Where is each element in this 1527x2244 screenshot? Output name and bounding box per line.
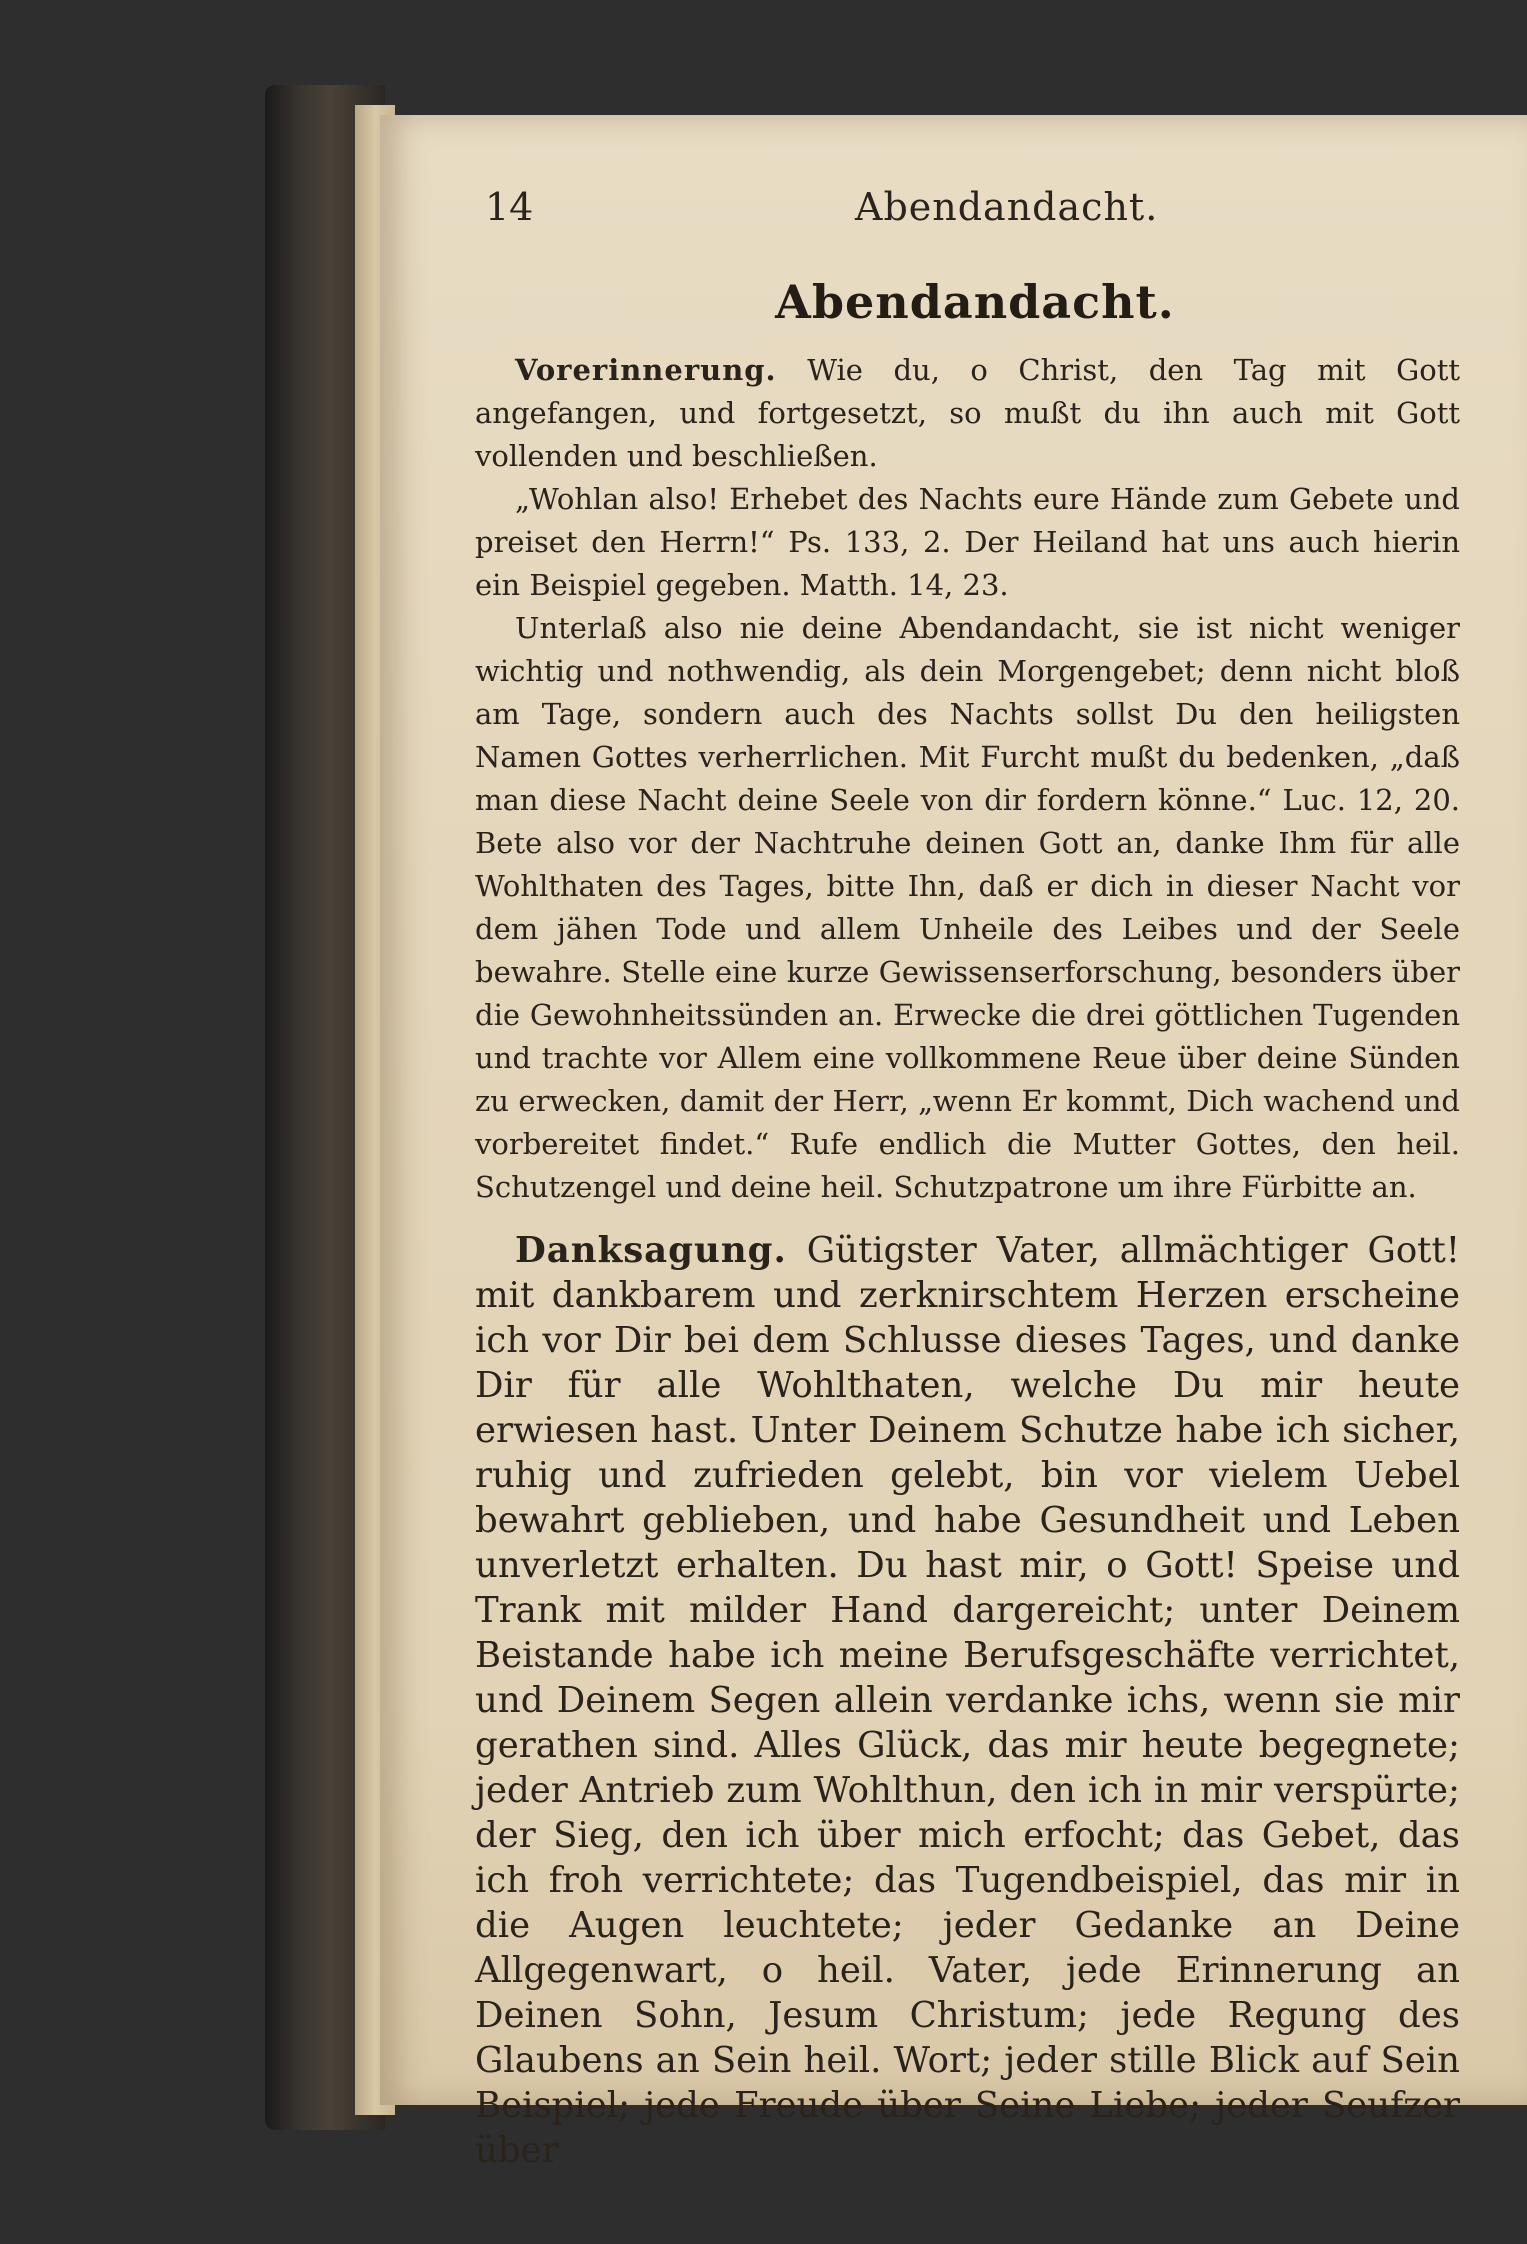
unterlass-section bbox=[475, 607, 1460, 1209]
danksagung-label: Danksagung. bbox=[515, 1230, 787, 1271]
vorerinnerung-label: Vorerinnerung. bbox=[515, 353, 777, 387]
danksagung-paragraph bbox=[475, 1228, 1460, 2173]
running-head: Abendandacht. bbox=[855, 185, 1159, 229]
vorerinnerung-section bbox=[475, 349, 1460, 607]
danksagung-text: Gütigster Vater, allmächtiger Gott! mit dankbarem und zerknirschtem Herzen erscheine ich vor Dir bei dem Schlusse dieses Tages, und danke Dir für alle Wohlthaten, welche Du mir heute erwiesen hast. Unter Deinem Schutze habe ich sicher, ruhig und zufrieden gelebt, bin vor vielem Uebel bewahrt geblieben, und habe Gesundheit und Leben unverletzt erhalten. Du hast mir, o Gott! Speise und Trank mit milder Hand dargereicht; unter Deinem Beistande habe ich meine Berufsgeschäfte verrichtet, und Deinem Segen allein verdanke ichs, wenn sie mir gerathen sind. Alles Glück, das mir heute begegnete; jeder Antrieb zum Wohlthun, den ich in mir verspürte; der Sieg, den ich über mich erfocht; das Gebet, das ich froh verrichtete; das Tugendbeispiel, das mir in die Augen leuchtete; jeder Gedanke an Deine Allgegenwart, o heil. Vater, jede Erinnerung an Deinen Sohn, Jesum Christum; jede Regung des Glaubens an Sein heil. Wort; jeder stille Blick auf Sein Beispiel; jede Freude über Seine Liebe; jeder Seufzer über bbox=[475, 1230, 1460, 2171]
vorerinnerung-paragraph bbox=[475, 349, 1460, 478]
quote-paragraph: „Wohlan also! Erhebet des Nachts eure Hände zum Gebete und preiset den Herrn!“ Ps. 133, 2. Der Heiland hat uns auch hierin ein Beispiel gegeben. Matth. 14, 23. bbox=[475, 482, 1460, 602]
page-header bbox=[485, 185, 1465, 235]
section-title: Abendandacht. bbox=[775, 275, 1175, 329]
page-number: 14 bbox=[485, 185, 534, 229]
unterlass-paragraph: Unterlaß also nie deine Abendandacht, sie ist nicht weniger wichtig und nothwendig, als dein Morgengebet; denn nicht bloß am Tage, sondern auch des Nachts sollst Du den heiligsten Namen Gottes verherrlichen. Mit Furcht mußt du bedenken, „daß man diese Nacht deine Seele von dir fordern könne.“ Luc. 12, 20. Bete also vor der Nachtruhe deinen Gott an, danke Ihm für alle Wohlthaten des Tages, bitte Ihn, daß er dich in dieser Nacht vor dem jähen Tode und allem Unheile des Leibes und der Seele bewahre. Stelle eine kurze Gewissenserforschung, besonders über die Gewohnheitssünden an. Erwecke die drei göttlichen Tugenden und trachte vor Allem eine vollkommene Reue über deine Sünden zu erwecken, damit der Herr, „wenn Er kommt, Dich wachend und vorbereitet findet.“ Rufe endlich die Mutter Gottes, den heil. Schutzengel und deine heil. Schutzpatrone um ihre Fürbitte an. bbox=[475, 611, 1460, 1204]
danksagung-section bbox=[475, 1228, 1460, 2173]
vorerinnerung-text: Wie du, o Christ, den Tag mit Gott angefangen, und fortgesetzt, so mußt du ihn auch mit Gott vollenden und beschließen. bbox=[475, 353, 1460, 473]
